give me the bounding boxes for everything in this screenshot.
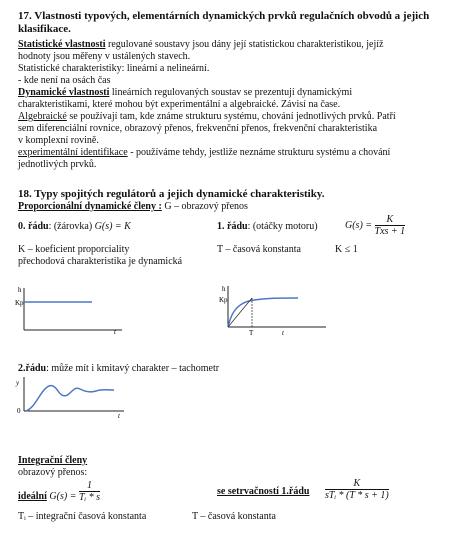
proportional-line: [18, 201, 248, 213]
order0-step-graph: [14, 282, 124, 336]
static-axes-note: - kde není na osách čas: [18, 75, 111, 86]
order1-tick-label: T: [249, 329, 254, 337]
proportional-term: Proporcionální dynamické členy :: [18, 201, 162, 212]
experimental-line2: jednotlivých prvků.: [18, 159, 97, 170]
inertia-numerator: K: [325, 478, 389, 490]
ideal-label: ideální: [18, 490, 47, 502]
experimental-line1: [18, 147, 390, 159]
algebraic-text-1: se používají tam, kde známe strukturu systému, chování jednotlivých prvků. Patří: [66, 111, 396, 122]
order2-response-graph: [14, 375, 126, 419]
ideal-lhs: G(s) =: [46, 490, 79, 502]
ideal-denominator: Tᵢ * s: [78, 492, 100, 503]
t-definition-2: T – časová konstanta: [192, 511, 276, 522]
order1-formula-lhs: G(s) =: [345, 219, 375, 231]
algebraic-term: Algebraické: [18, 111, 67, 122]
order2-line: [18, 363, 219, 375]
order2-origin-label: 0: [17, 407, 21, 415]
order1-step-graph: [218, 284, 328, 338]
order1-formula: [345, 214, 405, 237]
order1-response-curve: [228, 298, 298, 327]
order2-x-label: t: [118, 412, 120, 419]
experimental-text-1: - používáme tehdy, jestliže neznáme strukturu systému a chování: [127, 147, 391, 158]
experimental-term: experimentální identifikace: [18, 147, 128, 158]
ideal-fraction: [79, 480, 100, 503]
order1-y-label: h: [222, 285, 226, 293]
order0-line: [18, 221, 131, 233]
k-definition-line2: přechodová charakteristika je dynamická: [18, 256, 183, 267]
k-condition: K ≤ 1: [335, 244, 358, 255]
static-characteristics: Statistické charakteristiky: lineární a nelineární.: [18, 63, 210, 74]
section-17-heading-line1: 17. Vlastnosti typových, elementárních dynamických prvků regulačních obvodů a jejich: [18, 10, 430, 22]
order0-y-label: h: [18, 286, 22, 294]
order0-label: 0. řádu: [18, 221, 49, 232]
static-properties-line1: [18, 39, 384, 51]
order0-text: : (žárovka): [48, 221, 95, 232]
ti-definition: Tᵢ – integrační časová konstanta: [18, 511, 147, 522]
proportional-rest: G – obrazový přenos: [161, 201, 248, 212]
section-18-heading: 18. Typy spojitých regulátorů a jejich dynamické charakteristiky.: [18, 188, 325, 200]
inertia-fraction: [325, 478, 389, 501]
dynamic-properties-line2: charakteristikami, které mohou být experimentální a algebraické. Závisí na čase.: [18, 99, 341, 110]
order1-tangent-line: [228, 298, 252, 327]
order1-fraction: [375, 214, 406, 237]
order1-label: 1. řádu: [217, 221, 248, 232]
static-properties-text-1: regulované soustavy jsou dány její statistickou charakteristikou, jejíž: [105, 39, 384, 50]
order1-numerator: K: [375, 214, 406, 226]
algebraic-line1: [18, 111, 396, 123]
algebraic-line3: v komplexní rovině.: [18, 135, 99, 146]
dynamic-properties-text-1: lineárních regulovaných soustav se prezentují dynamickými: [109, 87, 353, 98]
static-properties-term: Statistické vlastnosti: [18, 39, 106, 50]
order2-oscillating-curve: [26, 386, 114, 411]
order1-denominator: Txs + 1: [374, 226, 406, 237]
order0-x-label: t: [114, 328, 116, 336]
k-definition-line1: K – koeficient proporciality: [18, 244, 130, 255]
order1-text: : (otáčky motoru): [247, 221, 318, 232]
order1-line: [217, 221, 318, 233]
order0-formula: G(s) = K: [94, 221, 131, 232]
dynamic-properties-line1: [18, 87, 352, 99]
order2-text: : může mít i kmitavý charakter – tachometr: [46, 363, 220, 374]
inertia-denominator: sTᵢ * (T * s + 1): [325, 490, 389, 501]
inertia-label: se setrvačností 1.řádu: [217, 486, 310, 497]
static-properties-line2: hodnoty jsou měřeny v ustálených stavech.: [18, 51, 191, 62]
integral-members-term: Integrační členy: [18, 455, 88, 466]
order1-x-label: t: [282, 329, 284, 337]
section-17-heading-line2: klasifikace.: [18, 23, 71, 35]
ideal-formula-line: [18, 480, 100, 503]
order0-level-label: Kp: [15, 299, 24, 307]
order1-level-label: Kp: [219, 296, 228, 304]
order2-label: 2.řádu: [18, 363, 47, 374]
integral-subtitle: obrazový přenos:: [18, 467, 88, 478]
ideal-numerator: 1: [79, 480, 100, 492]
dynamic-properties-term: Dynamické vlastnosti: [18, 87, 110, 98]
t-definition: T – časová konstanta: [217, 244, 301, 255]
algebraic-line2: sem diferenciální rovnice, obrazový přenos, frekvenční přenos, frekvenční charakteristika: [18, 123, 378, 134]
order2-y-label: y: [16, 379, 20, 387]
inertia-formula: [325, 478, 389, 501]
